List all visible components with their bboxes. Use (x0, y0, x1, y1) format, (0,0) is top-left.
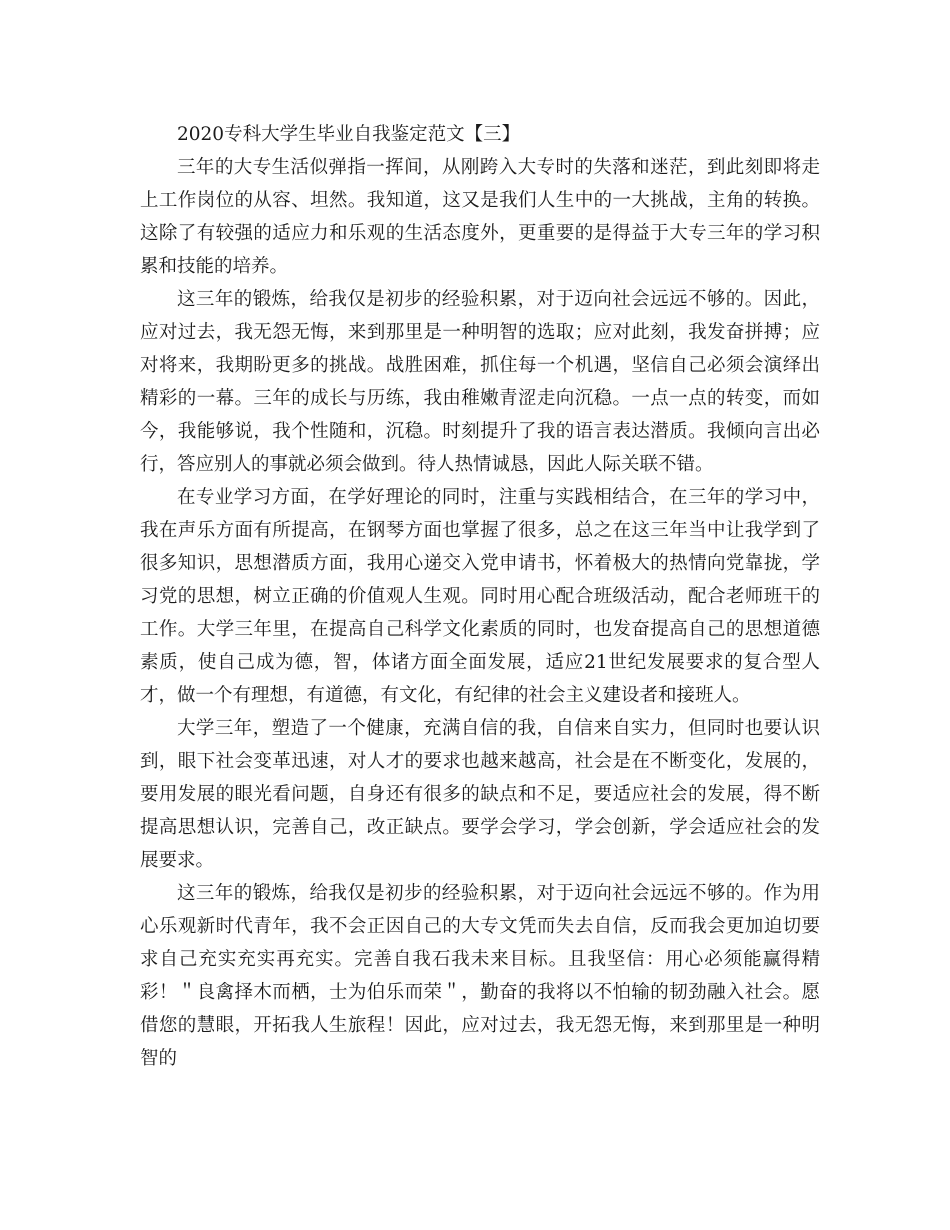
document-title: 2020专科大学生毕业自我鉴定范文【三】 (177, 124, 521, 145)
document-body (140, 118, 820, 1075)
paragraph-2: 这三年的锻炼，给我仅是初步的经验积累，对于迈向社会远远不够的。因此，应对过去，我无怨无悔，来到那里是一种明智的选取；应对此刻，我发奋拼搏；应对将来，我期盼更多的挑战。战胜困难，抓住每一个机遇，坚信自己必须会演绎出精彩的一幕。三年的成长与历练，我由稚嫩青涩走向沉稳。一点一点的转变，而如今，我能够说，我个性随和，沉稳。时刻提升了我的语言表达潜质。我倾向言出必行，答应别人的事就必须会做到。待人热情诚恳，因此人际关联不错。 (140, 289, 820, 475)
paragraph-4: 大学三年，塑造了一个健康，充满自信的我，自信来自实力，但同时也要认识到，眼下社会变革迅速，对人才的要求也越来越高，社会是在不断变化，发展的，要用发展的眼光看问题，自身还有很多的缺点和不足，要适应社会的发展，得不断提高思想认识，完善自己，改正缺点。要学会学习，学会创新，学会适应社会的发展要求。 (140, 718, 820, 871)
paragraph-1: 三年的大专生活似弹指一挥间，从刚跨入大专时的失落和迷茫，到此刻即将走上工作岗位的从容、坦然。我知道，这又是我们人生中的一大挑战，主角的转换。这除了有较强的适应力和乐观的生活态度外，更重要的是得益于大专三年的学习积累和技能的培养。 (140, 157, 820, 277)
paragraph-5: 这三年的锻炼，给我仅是初步的经验积累，对于迈向社会远远不够的。作为用心乐观新时代青年，我不会正因自己的大专文凭而失去自信，反而我会更加迫切要求自己充实充实再充实。完善自我石我未来目标。且我坚信：用心必须能赢得精彩！＂良禽择木而栖，士为伯乐而荣＂，勤奋的我将以不怕输的韧劲融入社会。愿借您的慧眼，开拓我人生旅程！因此，应对过去，我无怨无悔，来到那里是一种明智的 (140, 883, 820, 1069)
paragraph-3: 在专业学习方面，在学好理论的同时，注重与实践相结合，在三年的学习中，我在声乐方面有所提高，在钢琴方面也掌握了很多，总之在这三年当中让我学到了很多知识，思想潜质方面，我用心递交入党申请书，怀着极大的热情向党靠拢，学习党的思想，树立正确的价值观人生观。同时用心配合班级活动，配合老师班干的工作。大学三年里，在提高自己科学文化素质的同时，也发奋提高自己的思想道德素质，使自己成为德，智，体诸方面全面发展，适应21世纪发展要求的复合型人才，做一个有理想，有道德，有文化，有纪律的社会主义建设者和接班人。 (140, 487, 820, 706)
